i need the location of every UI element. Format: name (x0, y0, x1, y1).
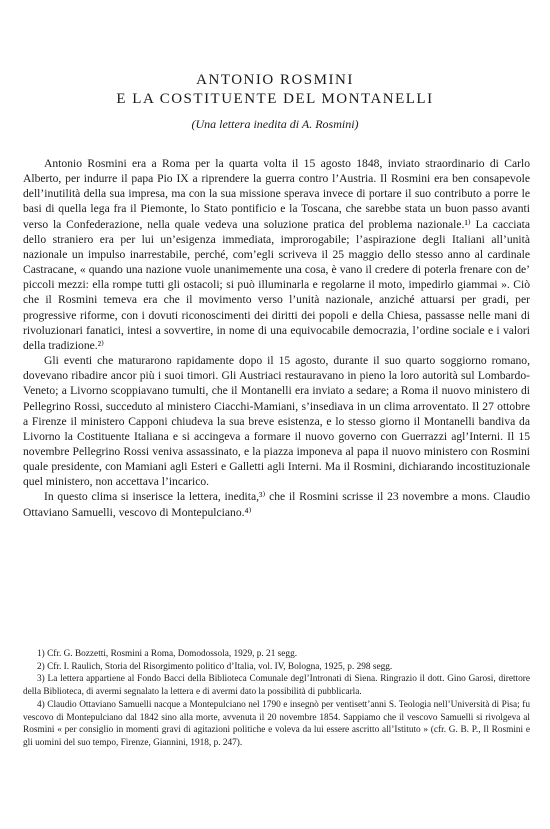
article-title-line1: ANTONIO ROSMINI (196, 72, 354, 88)
paragraph: In questo clima si inserisce la lettera, inedita,³⁾ che il Rosmini scrisse il 23 novembre a mons. Claudio Ottaviano Samuelli, vescovo di Montepulciano.⁴⁾ (23, 490, 530, 519)
footnote: 4) Claudio Ottaviano Samuelli nacque a Montepulciano nel 1790 e insegnò per ventisett’anni S. Teologia nell’Università di Pisa; fu vescovo di Montepulciano dal 1842 sino alla morte, avvenuta il 20 novembre 1854. Sappiamo che il vescovo Samuelli si rivolgeva al Rosmini « per consiglio in momenti gravi di agitazioni politiche e voleva da lui essere ascritto all’Istituto » (cfr. G. B. P., Il Rosmini e gli uomini del suo tempo, Firenze, Giannini, 1918, p. 247). (23, 699, 530, 748)
footnote: 1) Cfr. G. Bozzetti, Rosmini a Roma, Domodossola, 1929, p. 21 segg. (37, 649, 298, 659)
paragraph: Antonio Rosmini era a Roma per la quarta volta il 15 agosto 1848, inviato straordinario di Carlo Alberto, per indurre il papa Pio IX a riprendere la guerra contro l’Austria. Il Rosmini era ben consapevole dell’inutilità della sua impresa, ma con la sua missione sperava invece di portare il suo contributo a porre le basi di quella lega fra il Piemonte, lo Stato pontificio e la Toscana, che sarebbe stata un buon passo avanti verso la Confederazione, nella quale vedeva una soluzione pratica del problema nazionale.¹⁾ La cacciata dello straniero era per lui un’esigenza immediata, improrogabile; l’aspirazione degli Italiani all’unità nazionale un impulso inarrestabile, perché, com’egli scriveva il 25 maggio dello stesso anno al cardinale Castracane, « quando una nazione vuole unanimemente una cosa, è vano il credere di poterla frenare con de’ piccoli mezzi: ella rompe tutti gli ostacoli; si può illuminarla e regolarne il moto, impedirlo giammai ». Ciò che il Rosmini temeva era che il movimento verso l’unità nazionale, anziché attuarsi per gradi, per progressive riforme, con i dovuti riconoscimenti dei diritti dei popoli e della Chiesa, passasse nelle mani di rivoluzionari fanatici, intesi a sovvertire, in nome di una equivocabile democrazia, l’ordine sociale e i valori della tradizione.²⁾ (23, 157, 530, 352)
paragraph: Gli eventi che maturarono rapidamente dopo il 15 agosto, durante il suo quarto soggiorno romano, dovevano ribadire ancor più i suoi timori. Gli Austriaci restauravano in pieno la loro autorità sul Lombardo-Veneto; a Livorno scoppiavano tumulti, che il Montanelli era inviato a sedare; a Roma il nuovo ministero di Pellegrino Rossi, succeduto al ministero Ciacchi-Mamiani, s’insediava in un clima arroventato. Il 27 ottobre a Firenze il ministero Capponi chiudeva la sua breve esistenza, e lo stesso giorno il Montanelli bandiva da Livorno la Costituente Italiana e si accingeva a formare il nuovo governo con Guerrazzi agl’Interni. Il 15 novembre Pellegrino Rossi veniva assassinato, e la piazza imponeva al papa il nuovo ministero con Rosmini quale presidente, con Mamiani agli Esteri e Galletti agli Interni. Ma il Rosmini, dichiarando incostituzionale quel ministero, non accettava l’incarico. (23, 354, 530, 489)
article-body (23, 156, 530, 520)
article-title-line2: E LA COSTITUENTE DEL MONTANELLI (116, 91, 434, 107)
footnote: 2) Cfr. I. Raulich, Storia del Risorgimento politico d’Italia, vol. IV, Bologna, 1925, p. 298 segg. (37, 661, 393, 672)
footnote: 3) La lettera appartiene al Fondo Bacci della Biblioteca Comunale degl’Intronati di Siena. Ringrazio il dott. Gino Garosi, direttore della Biblioteca, di avermi segnalato la lettera e di avermi dato la possibilità di pubblicarla. (23, 674, 530, 698)
article-subtitle: (Una lettera inedita di A. Rosmini) (191, 117, 359, 131)
footnotes (23, 648, 530, 750)
